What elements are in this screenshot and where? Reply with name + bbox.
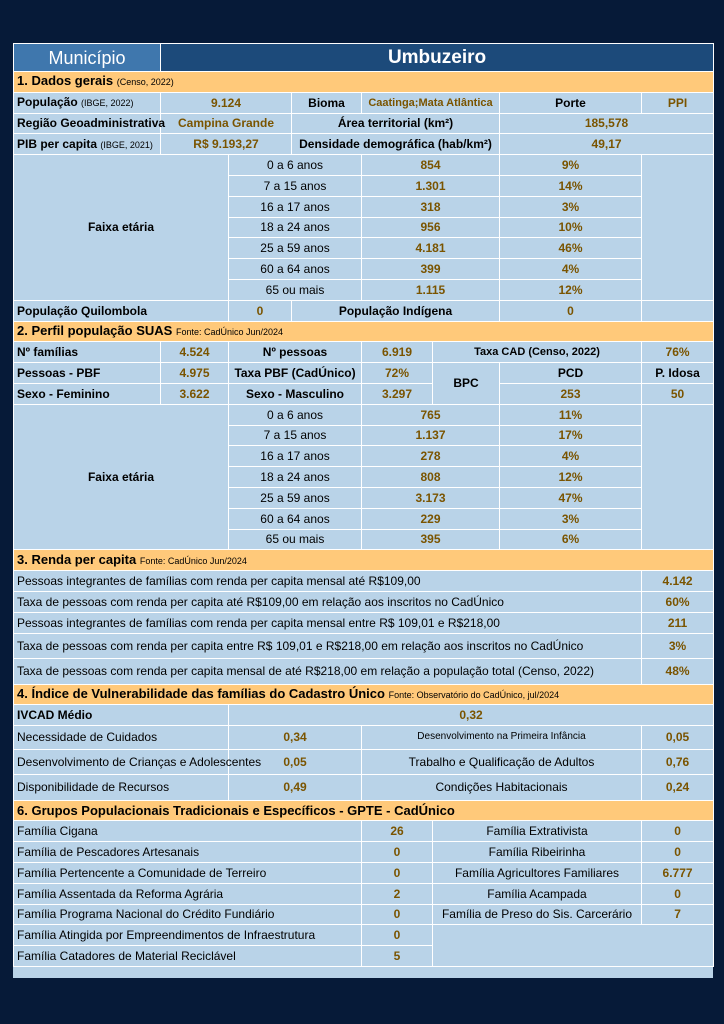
pessoas-value: 6.919: [362, 342, 433, 363]
familias-label: Nº famílias: [14, 342, 161, 363]
faixa-count: 399: [362, 259, 500, 280]
quilombola-value: 0: [229, 300, 292, 321]
faixa-count: 956: [362, 217, 500, 238]
porte-label: Porte: [500, 92, 642, 113]
gpte-right-label: Família de Preso do Sis. Carcerário: [433, 904, 642, 925]
faixa-name: 60 a 64 anos: [229, 259, 362, 280]
pcd-value: 253: [500, 383, 642, 404]
faixa-count: 229: [362, 508, 500, 529]
faixa-count: 395: [362, 529, 500, 550]
faixa-count: 808: [362, 467, 500, 488]
gpte-right-value: 6.777: [642, 863, 714, 884]
faixa-count: 278: [362, 446, 500, 467]
gpte-right-value: 0: [642, 842, 714, 863]
faixa-count: 1.301: [362, 175, 500, 196]
primeira-infancia-label: Desenvolvimento na Primeira Infância: [362, 726, 642, 750]
trabalho-label: Trabalho e Qualificação de Adultos: [362, 749, 642, 775]
recursos-label: Disponibilidade de Recursos: [14, 775, 229, 801]
section-4-title: 4. Índice de Vulnerabilidade das famílias do Cadastro Único Fonte: Observatório do CadÚnico, jul/2024: [14, 684, 714, 705]
faixa-percent: 3%: [500, 508, 642, 529]
quilombola-label: População Quilombola: [14, 300, 229, 321]
gpte-left-value: 5: [362, 946, 433, 967]
gpte-left-label: Família Cigana: [14, 821, 362, 842]
faixa-percent: 9%: [500, 155, 642, 176]
bioma-value: Caatinga;Mata Atlântica: [362, 92, 500, 113]
ivcad-label: IVCAD Médio: [14, 705, 229, 726]
primeira-infancia-value: 0,05: [642, 726, 714, 750]
renda-row-label: Pessoas integrantes de famílias com renda per capita mensal até R$109,00: [14, 571, 642, 592]
section-3-title: 3. Renda per capita Fonte: CadÚnico Jun/2024: [14, 550, 714, 571]
ivcad-value: 0,32: [229, 705, 714, 726]
gpte-right-value: 7: [642, 904, 714, 925]
faixa-name: 18 a 24 anos: [229, 217, 362, 238]
municipality-header-label: Município: [14, 44, 161, 72]
faixa-etaria-label: Faixa etária: [14, 155, 229, 301]
habitacionais-value: 0,24: [642, 775, 714, 801]
faixa-name: 0 a 6 anos: [229, 155, 362, 176]
faixa-spacer: [642, 155, 714, 301]
pcd-label: PCD: [500, 363, 642, 384]
gpte-left-label: Família Assentada da Reforma Agrária: [14, 883, 362, 904]
renda-row-value: 4.142: [642, 571, 714, 592]
taxa-cad-label: Taxa CAD (Censo, 2022): [433, 342, 642, 363]
faixa-name: 25 a 59 anos: [229, 238, 362, 259]
faixa-percent: 4%: [500, 259, 642, 280]
pbf-label: Pessoas - PBF: [14, 363, 161, 384]
renda-row-value: 60%: [642, 591, 714, 612]
renda-row-value: 3%: [642, 633, 714, 659]
faixa-percent: 47%: [500, 487, 642, 508]
faixa-count: 1.115: [362, 279, 500, 300]
faixa-percent: 10%: [500, 217, 642, 238]
bpc-label: BPC: [433, 363, 500, 405]
gpte-left-value: 0: [362, 904, 433, 925]
indigena-value: 0: [500, 300, 642, 321]
gpte-left-value: 26: [362, 821, 433, 842]
taxa-pbf-value: 72%: [362, 363, 433, 384]
gpte-left-value: 2: [362, 883, 433, 904]
faixa-name: 25 a 59 anos: [229, 487, 362, 508]
feminino-value: 3.622: [161, 383, 229, 404]
faixa-percent: 6%: [500, 529, 642, 550]
faixa-spacer: [642, 404, 714, 550]
section-6-title: 6. Grupos Populacionais Tradicionais e Específicos - GPTE - CadÚnico: [14, 800, 714, 821]
faixa-percent: 3%: [500, 196, 642, 217]
gpte-left-value: 0: [362, 863, 433, 884]
cuidados-label: Necessidade de Cuidados: [14, 726, 229, 750]
gpte-left-label: Família Pertencente a Comunidade de Terreiro: [14, 863, 362, 884]
gpte-right-label: Família Agricultores Familiares: [433, 863, 642, 884]
gpte-left-value: 0: [362, 842, 433, 863]
area-label: Área territorial (km²): [292, 113, 500, 134]
renda-row-label: Taxa de pessoas com renda per capita entre R$ 109,01 e R$218,00 em relação aos inscritos no CadÚnico: [14, 633, 642, 659]
trabalho-value: 0,76: [642, 749, 714, 775]
gpte-right-label: Família Ribeirinha: [433, 842, 642, 863]
populacao-label: População (IBGE, 2022): [14, 92, 161, 113]
criancas-label: Desenvolvimento de Crianças e Adolescentes: [14, 749, 229, 775]
densidade-label: Densidade demográfica (hab/km²): [292, 134, 500, 155]
indigena-label: População Indígena: [292, 300, 500, 321]
masculino-label: Sexo - Masculino: [229, 383, 362, 404]
pidosa-label: P. Idosa: [642, 363, 714, 384]
renda-row-value: 48%: [642, 659, 714, 685]
faixa-name: 16 a 17 anos: [229, 446, 362, 467]
taxa-cad-value: 76%: [642, 342, 714, 363]
faixa-count: 4.181: [362, 238, 500, 259]
suas-faixa-etaria-label: Faixa etária: [14, 404, 229, 550]
faixa-count: 854: [362, 155, 500, 176]
faixa-percent: 12%: [500, 279, 642, 300]
gpte-right-value: 0: [642, 883, 714, 904]
faixa-name: 65 ou mais: [229, 279, 362, 300]
section-2-title: 2. Perfil população SUAS Fonte: CadÚnico Jun/2024: [14, 321, 714, 342]
pib-label: PIB per capita (IBGE, 2021): [14, 134, 161, 155]
gpte-right-label: Família Acampada: [433, 883, 642, 904]
blank-cell: [642, 300, 714, 321]
faixa-count: 3.173: [362, 487, 500, 508]
faixa-percent: 11%: [500, 404, 642, 425]
gpte-right-value: 0: [642, 821, 714, 842]
pib-value: R$ 9.193,27: [161, 134, 292, 155]
faixa-count: 1.137: [362, 425, 500, 446]
pessoas-label: Nº pessoas: [229, 342, 362, 363]
criancas-value: 0,05: [229, 749, 362, 775]
faixa-name: 18 a 24 anos: [229, 467, 362, 488]
municipality-report-table: [13, 43, 714, 967]
regiao-value: Campina Grande: [161, 113, 292, 134]
faixa-name: 7 a 15 anos: [229, 425, 362, 446]
gpte-left-value: 0: [362, 925, 433, 946]
renda-row-label: Taxa de pessoas com renda per capita até R$109,00 em relação aos inscritos no CadÚnico: [14, 591, 642, 612]
porte-value: PPI: [642, 92, 714, 113]
taxa-pbf-label: Taxa PBF (CadÚnico): [229, 363, 362, 384]
recursos-value: 0,49: [229, 775, 362, 801]
pbf-value: 4.975: [161, 363, 229, 384]
gpte-right-label: Família Extrativista: [433, 821, 642, 842]
faixa-percent: 12%: [500, 467, 642, 488]
renda-row-value: 211: [642, 612, 714, 633]
densidade-value: 49,17: [500, 134, 714, 155]
faixa-percent: 4%: [500, 446, 642, 467]
faixa-name: 0 a 6 anos: [229, 404, 362, 425]
cuidados-value: 0,34: [229, 726, 362, 750]
renda-row-label: Taxa de pessoas com renda per capita mensal de até R$218,00 em relação a população total (Censo, 2022): [14, 659, 642, 685]
masculino-value: 3.297: [362, 383, 433, 404]
gpte-left-label: Família Atingida por Empreendimentos de Infraestrutura: [14, 925, 362, 946]
faixa-name: 65 ou mais: [229, 529, 362, 550]
municipality-name: Umbuzeiro: [161, 44, 714, 72]
faixa-percent: 14%: [500, 175, 642, 196]
faixa-name: 16 a 17 anos: [229, 196, 362, 217]
faixa-percent: 46%: [500, 238, 642, 259]
feminino-label: Sexo - Feminino: [14, 383, 161, 404]
regiao-label: Região Geoadministrativa: [14, 113, 161, 134]
area-value: 185,578: [500, 113, 714, 134]
section-1-title: 1. Dados gerais (Censo, 2022): [14, 72, 714, 93]
gpte-blank: [433, 925, 714, 967]
gpte-left-label: Família Programa Nacional do Crédito Fundiário: [14, 904, 362, 925]
faixa-name: 60 a 64 anos: [229, 508, 362, 529]
gpte-left-label: Família Catadores de Material Reciclável: [14, 946, 362, 967]
faixa-count: 765: [362, 404, 500, 425]
familias-value: 4.524: [161, 342, 229, 363]
bioma-label: Bioma: [292, 92, 362, 113]
pidosa-value: 50: [642, 383, 714, 404]
renda-row-label: Pessoas integrantes de famílias com renda per capita mensal entre R$ 109,01 e R$218,00: [14, 612, 642, 633]
faixa-count: 318: [362, 196, 500, 217]
habitacionais-label: Condições Habitacionais: [362, 775, 642, 801]
gpte-left-label: Família de Pescadores Artesanais: [14, 842, 362, 863]
faixa-name: 7 a 15 anos: [229, 175, 362, 196]
populacao-value: 9.124: [161, 92, 292, 113]
faixa-percent: 17%: [500, 425, 642, 446]
